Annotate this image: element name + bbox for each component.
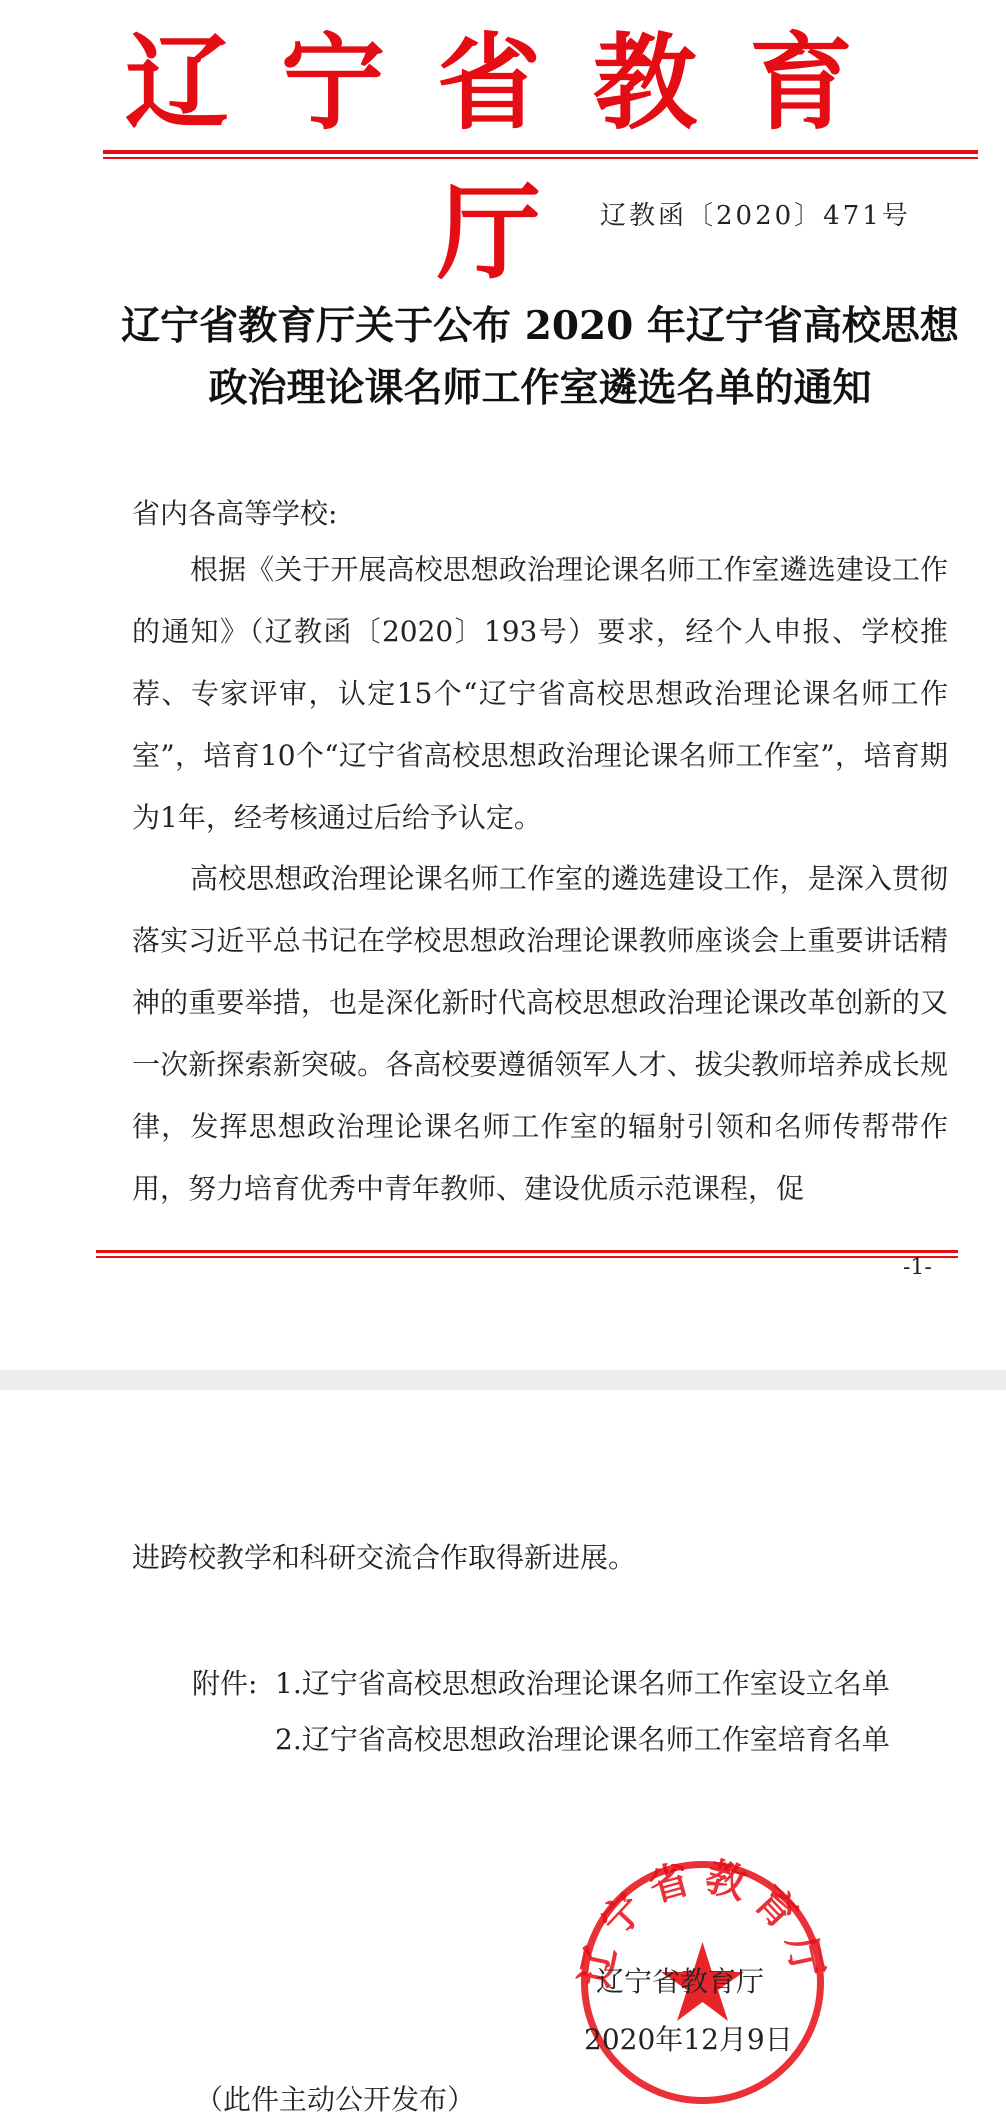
masthead-red-rule-thin bbox=[103, 157, 978, 159]
public-release-note: （此件主动公开发布） bbox=[195, 2083, 476, 2116]
paragraph-1: 根据《关于开展高校思想政治理论课名师工作室遴选建设工作的通知》（辽教函〔2020〕193号）要求，经个人申报、学校推荐、专家评审，认定15个“辽宁省高校思想政治理论课名师工作室”，培育10个“辽宁省高校思想政治理论课名师工作室”，培育期为1年，经考核通过后给予认定。 bbox=[132, 553, 948, 834]
attachment-item-2: 2.辽宁省高校思想政治理论课名师工作室培育名单 bbox=[275, 1723, 890, 1756]
issue-date: 2020年12月9日 bbox=[584, 2023, 793, 2056]
seal-text: 辽宁省教育厅 bbox=[571, 1852, 834, 1991]
attachment-item-1: 1.辽宁省高校思想政治理论课名师工作室设立名单 bbox=[275, 1667, 890, 1700]
masthead-title: 辽宁省教育厅 bbox=[124, 21, 905, 294]
masthead-red-rule bbox=[103, 150, 978, 154]
footer-red-rule bbox=[96, 1250, 958, 1253]
page-number: -1- bbox=[903, 1255, 932, 1280]
issuer-name: 辽宁省教育厅 bbox=[596, 1965, 765, 1998]
document-title-line-2: 政治理论课名师工作室遴选名单的通知 bbox=[208, 365, 872, 411]
salutation: 省内各高等学校: bbox=[132, 497, 338, 530]
paragraph-2: 高校思想政治理论课名师工作室的遴选建设工作，是深入贯彻落实习近平总书记在学校思想政治理论课教师座谈会上重要讲话精神的重要举措，也是深化新时代高校思想政治理论课改革创新的又一次新探索新突破。各高校要遵循领军人才、拔尖教师培养成长规律，发挥思想政治理论课名师工作室的辐射引领和名师传帮带作用，努力培育优秀中青年教师、建设优质示范课程，促 bbox=[132, 862, 948, 1205]
footer-red-rule-thin bbox=[96, 1256, 958, 1258]
attachments-label: 附件: bbox=[192, 1667, 258, 1700]
document-title-line-1: 辽宁省教育厅关于公布 2020 年辽宁省高校思想 bbox=[121, 303, 959, 349]
document-number: 辽教函〔2020〕471号 bbox=[600, 201, 911, 231]
page-separator bbox=[0, 1370, 1006, 1390]
paragraph-continuation: 进跨校教学和科研交流合作取得新进展。 bbox=[132, 1541, 637, 1574]
document-title bbox=[120, 295, 960, 419]
